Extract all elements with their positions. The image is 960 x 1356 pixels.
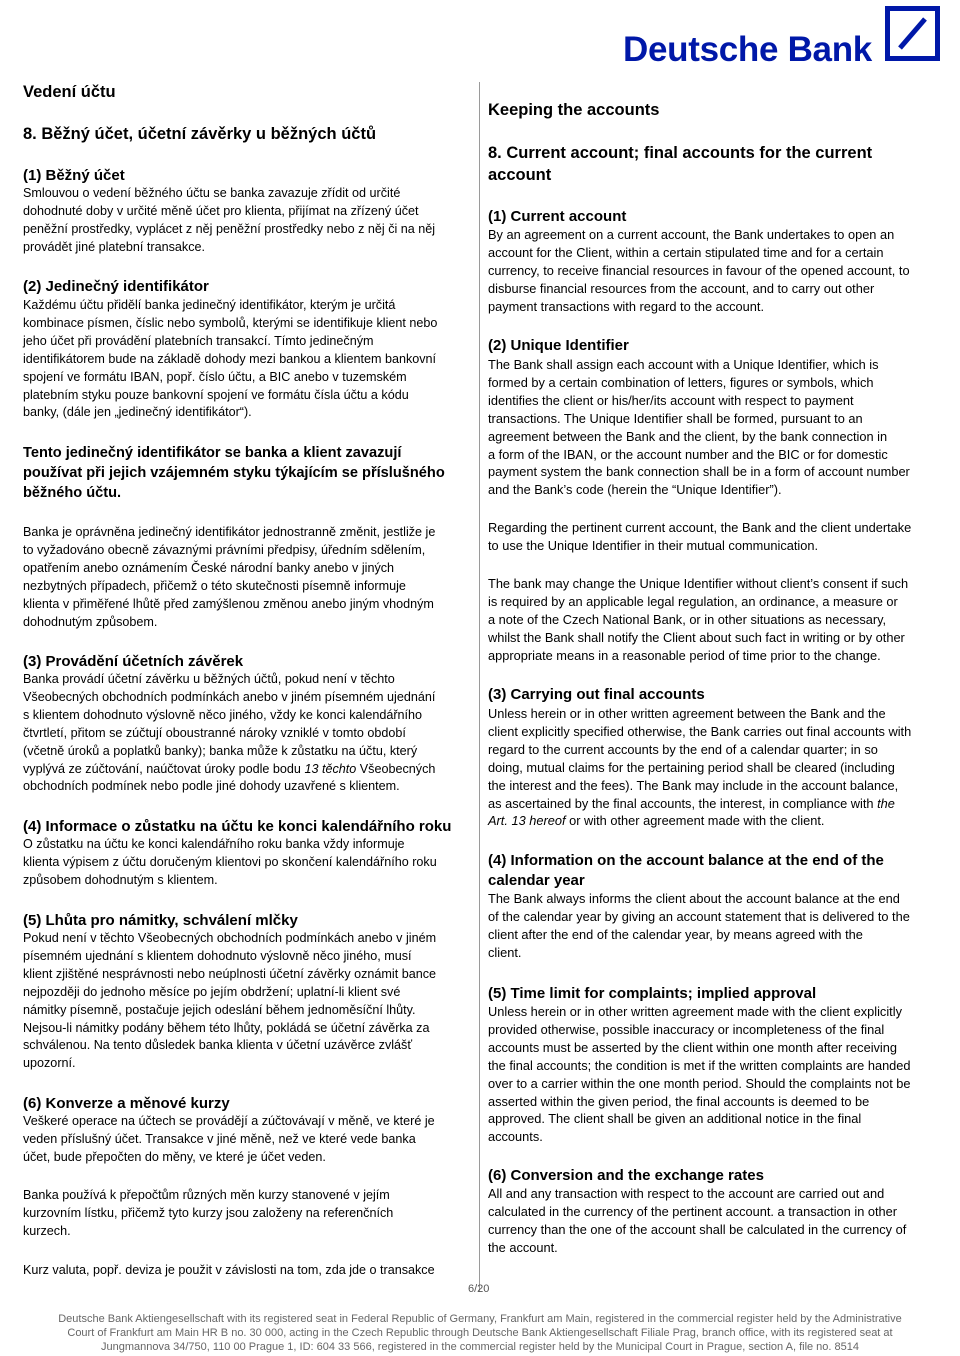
page-number: 6/20: [468, 1283, 490, 1295]
right-p3-text: The bank may change the Unique Identifier without client’s consent if such is required by an applicable legal regulation, an ordinance, a measure or a note of the Czech National Bank, or in other situations as necessary, whilst the Bank shall notify the Client about such fact in writing or by other appropriate means in a reasonable period of time prior to the change.: [488, 576, 909, 663]
right-s4-text: The Bank always informs the client about the account balance at the end of the calendar year by giving an account statement that is delivered to the client after the end of the calendar year, by means agreed with the client.: [488, 891, 910, 960]
right-s5-text: Unless herein or in other written agreement made with the client explicitly provided otherwise, possible inaccuracy or incompleteness of the final accounts must be asserted by the client within one month after receiving the final accounts; the condition is met if the written complaints are handed over to a carrier within the one month period. Should the complaints not be asserted within the given period, the final accounts is deemed to be approved. The client shall be given an additional notice in the final accounts.: [488, 1004, 911, 1145]
left-section-heading: 8. Běžný účet, účetní závěrky u běžných účtů: [23, 125, 377, 143]
left-s2-heading: (2) Jedinečný identifikátor: [23, 278, 209, 295]
footer-legal-notice: Deutsche Bank Aktiengesellschaft with its registered seat in Federal Republic of Germany, Frankfurt am Main, registered in the commercial register held by the Administrative Court of Frankfurt am Main HR B no. 30 000, acting in the Czech Republic through Deutsche Bank Aktiengesellschaft Filiale Prag, branch office, with its registered seat at Jungmannova 34/750, 110 00 Prague 1, ID: 604 33 566, registered in the commercial register held by the Municipal Court in Prague, section A, file no. 8514: [58, 1313, 902, 1353]
left-s1-heading: (1) Běžný účet: [23, 167, 125, 184]
brand-wordmark: Deutsche Bank: [623, 30, 872, 69]
left-s5-heading: (5) Lhůta pro námitky, schválení mlčky: [23, 912, 298, 929]
left-s2-text: Každému účtu přidělí banka jedinečný identifikátor, kterým je určitá kombinace písmen, číslic nebo symbolů, kterými se identifikuje klient nebo jeho účet při provádění platebních transakcí. Tímto jedinečným identifikátorem bude na základě dohody mezi bankou a klientem bankovní spojení ve formátu IBAN, popř. číslo účtu, a BIC anebo v tuzemském platebním styku pouze bankovní spojení ve formátu čísla účtu a kódu banky, (dále jen „jedinečný identifikátor“).: [23, 298, 438, 420]
right-s1-text: By an agreement on a current account, the Bank undertakes to open an account for the Client, within a certain stipulated time and for a certain currency, to receive financial resources in favour of the opened account, to disburse financial resources from the account, and to carry out other payment transactions with regard to the account.: [488, 227, 910, 314]
left-last-line: Kurz valuta, popř. deviza je použit v závislosti na tom, zda jde o transakce: [23, 1263, 435, 1277]
left-s6-text: Veškeré operace na účtech se provádějí a zúčtovávají v měně, ve které je veden příslušný účet. Transakce v jiné měně, než ve které vede banka účet, bude přepočten do měny, ve které je účet veden.: [23, 1114, 435, 1164]
left-s3-text: Banka provádí účetní závěrku u běžných účtů, pokud není v těchto Všeobecných obchodních podmínkách anebo v jiném písemném ujednání s klientem dohodnuto výslovně něco jiného, vždy ke konci kalendářního čtvrtletí, přitom se zúčtují oboustranné nároky vzniklé v tomto období (včetně úroků a poplatků banky); banka může k zůstatku na účtu, který vyplývá ze zúčtování, naúčtovat úroky podle bodu 13 těchto Všeobecných obchodních podmínek nebo podle jiné dohody uzavřené s klientem.: [23, 672, 436, 794]
right-s3-text: Unless herein or in other written agreement between the Bank and the client explicitly specified otherwise, the Bank carries out final accounts with regard to the current accounts by the end of a calendar quarter; in so doing, mutual claims for the pertaining period shall be cleared (including the interest and the fees). The Bank may include in the account balance, as ascertained by the final accounts, the interest, in compliance with the Art. 13 hereof or with other agreement made with the client.: [488, 706, 912, 829]
column-divider: [479, 82, 480, 1292]
left-s4-text: O zůstatku na účtu ke konci kalendářního roku banka vždy informuje klienta výpisem z účtu doručeným klientovi po skončení kalendářního roku způsobem dohodnutým s klientem.: [23, 837, 437, 887]
right-s3-heading: (3) Carrying out final accounts: [488, 686, 705, 703]
right-s1-heading: (1) Current account: [488, 208, 627, 225]
right-s6-text: All and any transaction with respect to the account are carried out and calculated in the currency of the pertinent account. a transaction in other currency than the one of the account shall be calculated in the currency of the account.: [488, 1186, 907, 1255]
left-s3-heading: (3) Provádění účetních závěrek: [23, 653, 244, 670]
left-bold-statement: Tento jedinečný identifikátor se banka a klient zavazují používat při jejich vzájemném styku týkajícím se příslušného běžného účtu.: [23, 445, 445, 501]
left-p3-text: Banka je oprávněna jedinečný identifikátor jednostranně změnit, jestliže je to vyžadováno obecně závaznými právními předpisy, úředním sdělením, opatřením anebo oznámením České národní banky anebo v jiných nezbytných případech, přičemž o této skutečnosti písemně informuje klienta v přiměřené lhůtě před zamýšlenou změnou anebo jiným vhodným dohodnutým způsobem.: [23, 525, 436, 629]
right-s4-heading: (4) Information on the account balance at the end of the calendar year: [488, 852, 884, 889]
right-s5-heading: (5) Time limit for complaints; implied approval: [488, 985, 817, 1002]
left-s4-heading: (4) Informace o zůstatku na účtu ke konci kalendářního roku: [23, 818, 452, 835]
left-s5-text: Pokud není v těchto Všeobecných obchodních podmínkách anebo v jiném písemném ujednání s klientem dohodnuto výslovně něco jiného, musí klient zjištěné nesprávnosti nebo neúplnosti účetní závěrky oznámit bance nejpozději do jednoho měsíce po jejím obdržení; uplatní-li klient své námitky písemně, postačuje jejich odeslání během jednoměsíční lhůty. Nejsou-li námitky podány během této lhůty, pokládá se účetní závěrka za schválenou. Na tento důsledek banka klienta v účetní uzávěrce zvlášť upozorní.: [23, 931, 437, 1071]
left-s6-heading: (6) Konverze a měnové kurzy: [23, 1095, 230, 1112]
right-title: Keeping the accounts: [488, 101, 660, 119]
right-p2b-text: Regarding the pertinent current account, the Bank and the client undertake to use the Unique Identifier in their mutual communication.: [488, 520, 912, 553]
right-s2-heading: (2) Unique Identifier: [488, 337, 629, 354]
right-section-heading: 8. Current account; final accounts for the current account: [488, 144, 873, 184]
left-p7-text: Banka používá k přepočtům různých měn kurzy stanovené v jejím kurzovním lístku, přičemž tyto kurzy jsou založeny na referenčních kurzech.: [23, 1188, 394, 1238]
right-s2-text: The Bank shall assign each account with a Unique Identifier, which is formed by a certain combination of letters, figures or symbols, which identifies the client or his/her/its account with respect to payment transactions. The Unique Identifier shall be formed, pursuant to an agreement between the Bank and the client, by the bank connection in a form of the IBAN, or the account number and the BIC or for domestic payment system the bank connection shall be in a form of account number and the Bank’s code (herein the “Unique Identifier”).: [488, 357, 910, 498]
left-s1-text: Smlouvou o vedení běžného účtu se banka zavazuje zřídit od určité dohodnuté doby v určité měně účet pro klienta, přijímat na zřízený účet peněžní prostředky, vyplácet z něj peněžní prostředky nebo z něj či na něj provádět jiné platební transakce.: [23, 186, 436, 254]
deutsche-bank-logo-icon: [885, 6, 940, 61]
right-s6-heading: (6) Conversion and the exchange rates: [488, 1167, 764, 1184]
left-title: Vedení účtu: [23, 83, 116, 101]
